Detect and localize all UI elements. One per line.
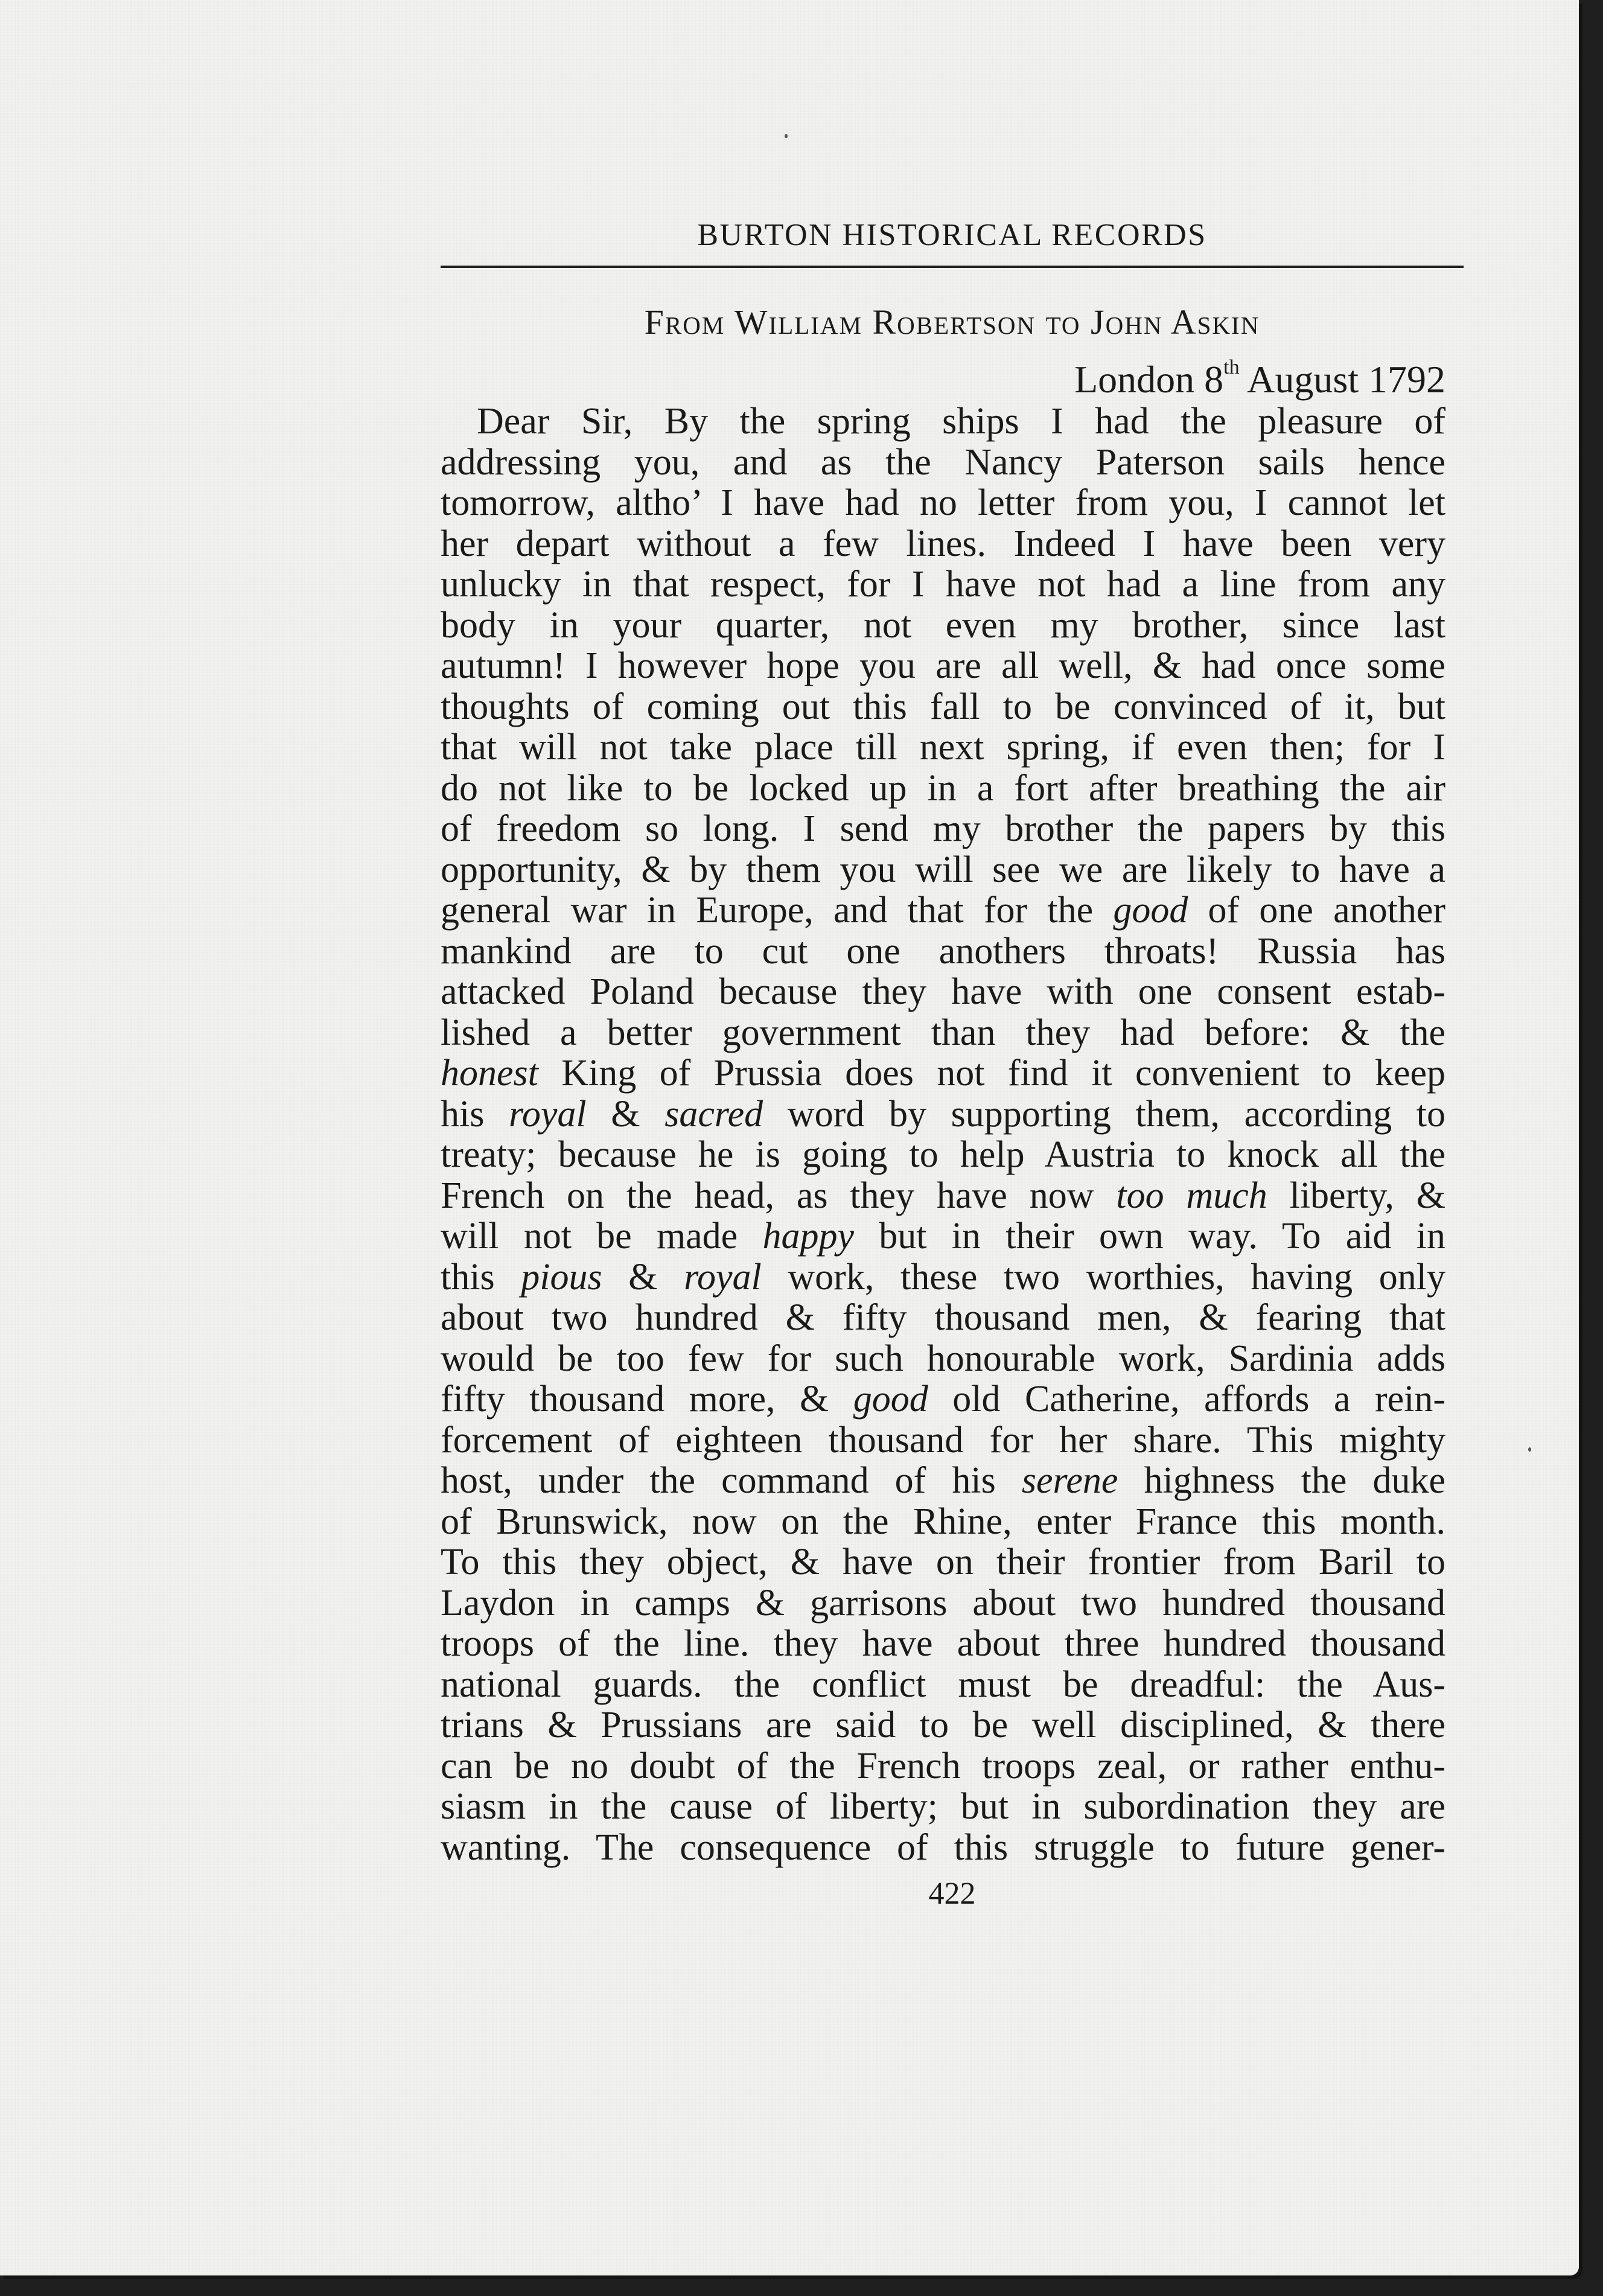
body-line: Dear Sir, By the spring ships I had the pleasure of [477, 401, 1445, 442]
dateline-ordinal-suffix: th [1223, 356, 1240, 378]
italic-emphasis: good [853, 1379, 928, 1420]
body-line: do not like to be locked up in a fort after breathing the air [441, 767, 1445, 809]
body-line: her depart without a few lines. Indeed I have been very [441, 523, 1445, 564]
italic-emphasis: royal [684, 1256, 762, 1298]
body-line: troops of the line. they have about three hundred thousand [441, 1623, 1445, 1664]
body-line: can be no doubt of the French troops zeal, or rather enthu- [441, 1745, 1445, 1787]
body-line: host, under the command of his serene highness the duke [441, 1460, 1445, 1501]
page-number: 422 [928, 1877, 976, 1911]
body-line: of Brunswick, now on the Rhine, enter France this month. [441, 1500, 1445, 1542]
body-line: of freedom so long. I send my brother the papers by this [441, 808, 1445, 849]
body-line: that will not take place till next spring, if even then; for I [441, 727, 1445, 768]
paper-speck [785, 134, 788, 138]
body-line: forcement of eighteen thousand for her share. This mighty [441, 1419, 1445, 1461]
letter-title: From William Robertson to John Askin [644, 302, 1260, 342]
body-line: tomorrow, altho’ I have had no letter from you, I cannot let [441, 482, 1445, 523]
header-rule [441, 266, 1464, 268]
italic-emphasis: honest [441, 1053, 538, 1094]
letter-body [441, 401, 1445, 1868]
body-line: this pious & royal work, these two worthies, having only [441, 1256, 1445, 1298]
body-line: national guards. the conflict must be dreadful: the Aus- [441, 1663, 1445, 1705]
dateline [441, 357, 1445, 402]
italic-emphasis: too much [1116, 1175, 1267, 1216]
italic-emphasis: happy [762, 1216, 854, 1257]
italic-emphasis: sacred [664, 1093, 763, 1135]
body-line: opportunity, & by them you will see we are likely to have a [441, 849, 1445, 890]
body-line: will not be made happy but in their own way. To aid in [441, 1216, 1445, 1257]
body-line: would be too few for such honourable work, Sardinia adds [441, 1338, 1445, 1379]
body-line: honest King of Prussia does not find it convenient to keep [441, 1053, 1445, 1094]
body-line: general war in Europe, and that for the good of one another [441, 890, 1446, 931]
dateline-place-day: London 8 [1074, 358, 1224, 401]
body-line: autumn! I however hope you are all well, & had once some [441, 645, 1445, 686]
body-line: about two hundred & fifty thousand men, & fearing that [441, 1297, 1445, 1338]
body-line: siasm in the cause of liberty; but in subordination they are [441, 1786, 1445, 1827]
body-line: French on the head, as they have now too much liberty, & [441, 1175, 1445, 1216]
body-line: fifty thousand more, & good old Catherine, affords a rein- [441, 1379, 1445, 1420]
body-line: treaty; because he is going to help Austria to knock all the [441, 1134, 1445, 1175]
body-line: mankind are to cut one anothers throats! Russia has [441, 930, 1445, 972]
paper-speck [1528, 1447, 1531, 1452]
body-line: trians & Prussians are said to be well disciplined, & there [441, 1704, 1445, 1746]
running-head: BURTON HISTORICAL RECORDS [697, 218, 1207, 252]
dateline-month-year: August 1792 [1239, 358, 1445, 401]
body-line: body in your quarter, not even my brother, since last [441, 604, 1445, 646]
body-line: attacked Poland because they have with one consent estab- [441, 971, 1445, 1012]
body-line: To this they object, & have on their frontier from Baril to [441, 1542, 1445, 1583]
italic-emphasis: good [1113, 890, 1188, 931]
italic-emphasis: pious [521, 1256, 602, 1298]
body-line: wanting. The consequence of this struggle to future gener- [441, 1826, 1445, 1868]
body-line: Laydon in camps & garrisons about two hundred thousand [441, 1582, 1445, 1624]
italic-emphasis: royal [509, 1093, 587, 1135]
italic-emphasis: serene [1021, 1460, 1118, 1501]
body-line: his royal & sacred word by supporting them, according to [441, 1093, 1445, 1135]
body-line: addressing you, and as the Nancy Paterson sails hence [441, 441, 1445, 483]
body-line: unlucky in that respect, for I have not had a line from any [441, 564, 1445, 605]
body-line: thoughts of coming out this fall to be convinced of it, but [441, 686, 1445, 727]
body-line: lished a better government than they had before: & the [441, 1012, 1445, 1053]
